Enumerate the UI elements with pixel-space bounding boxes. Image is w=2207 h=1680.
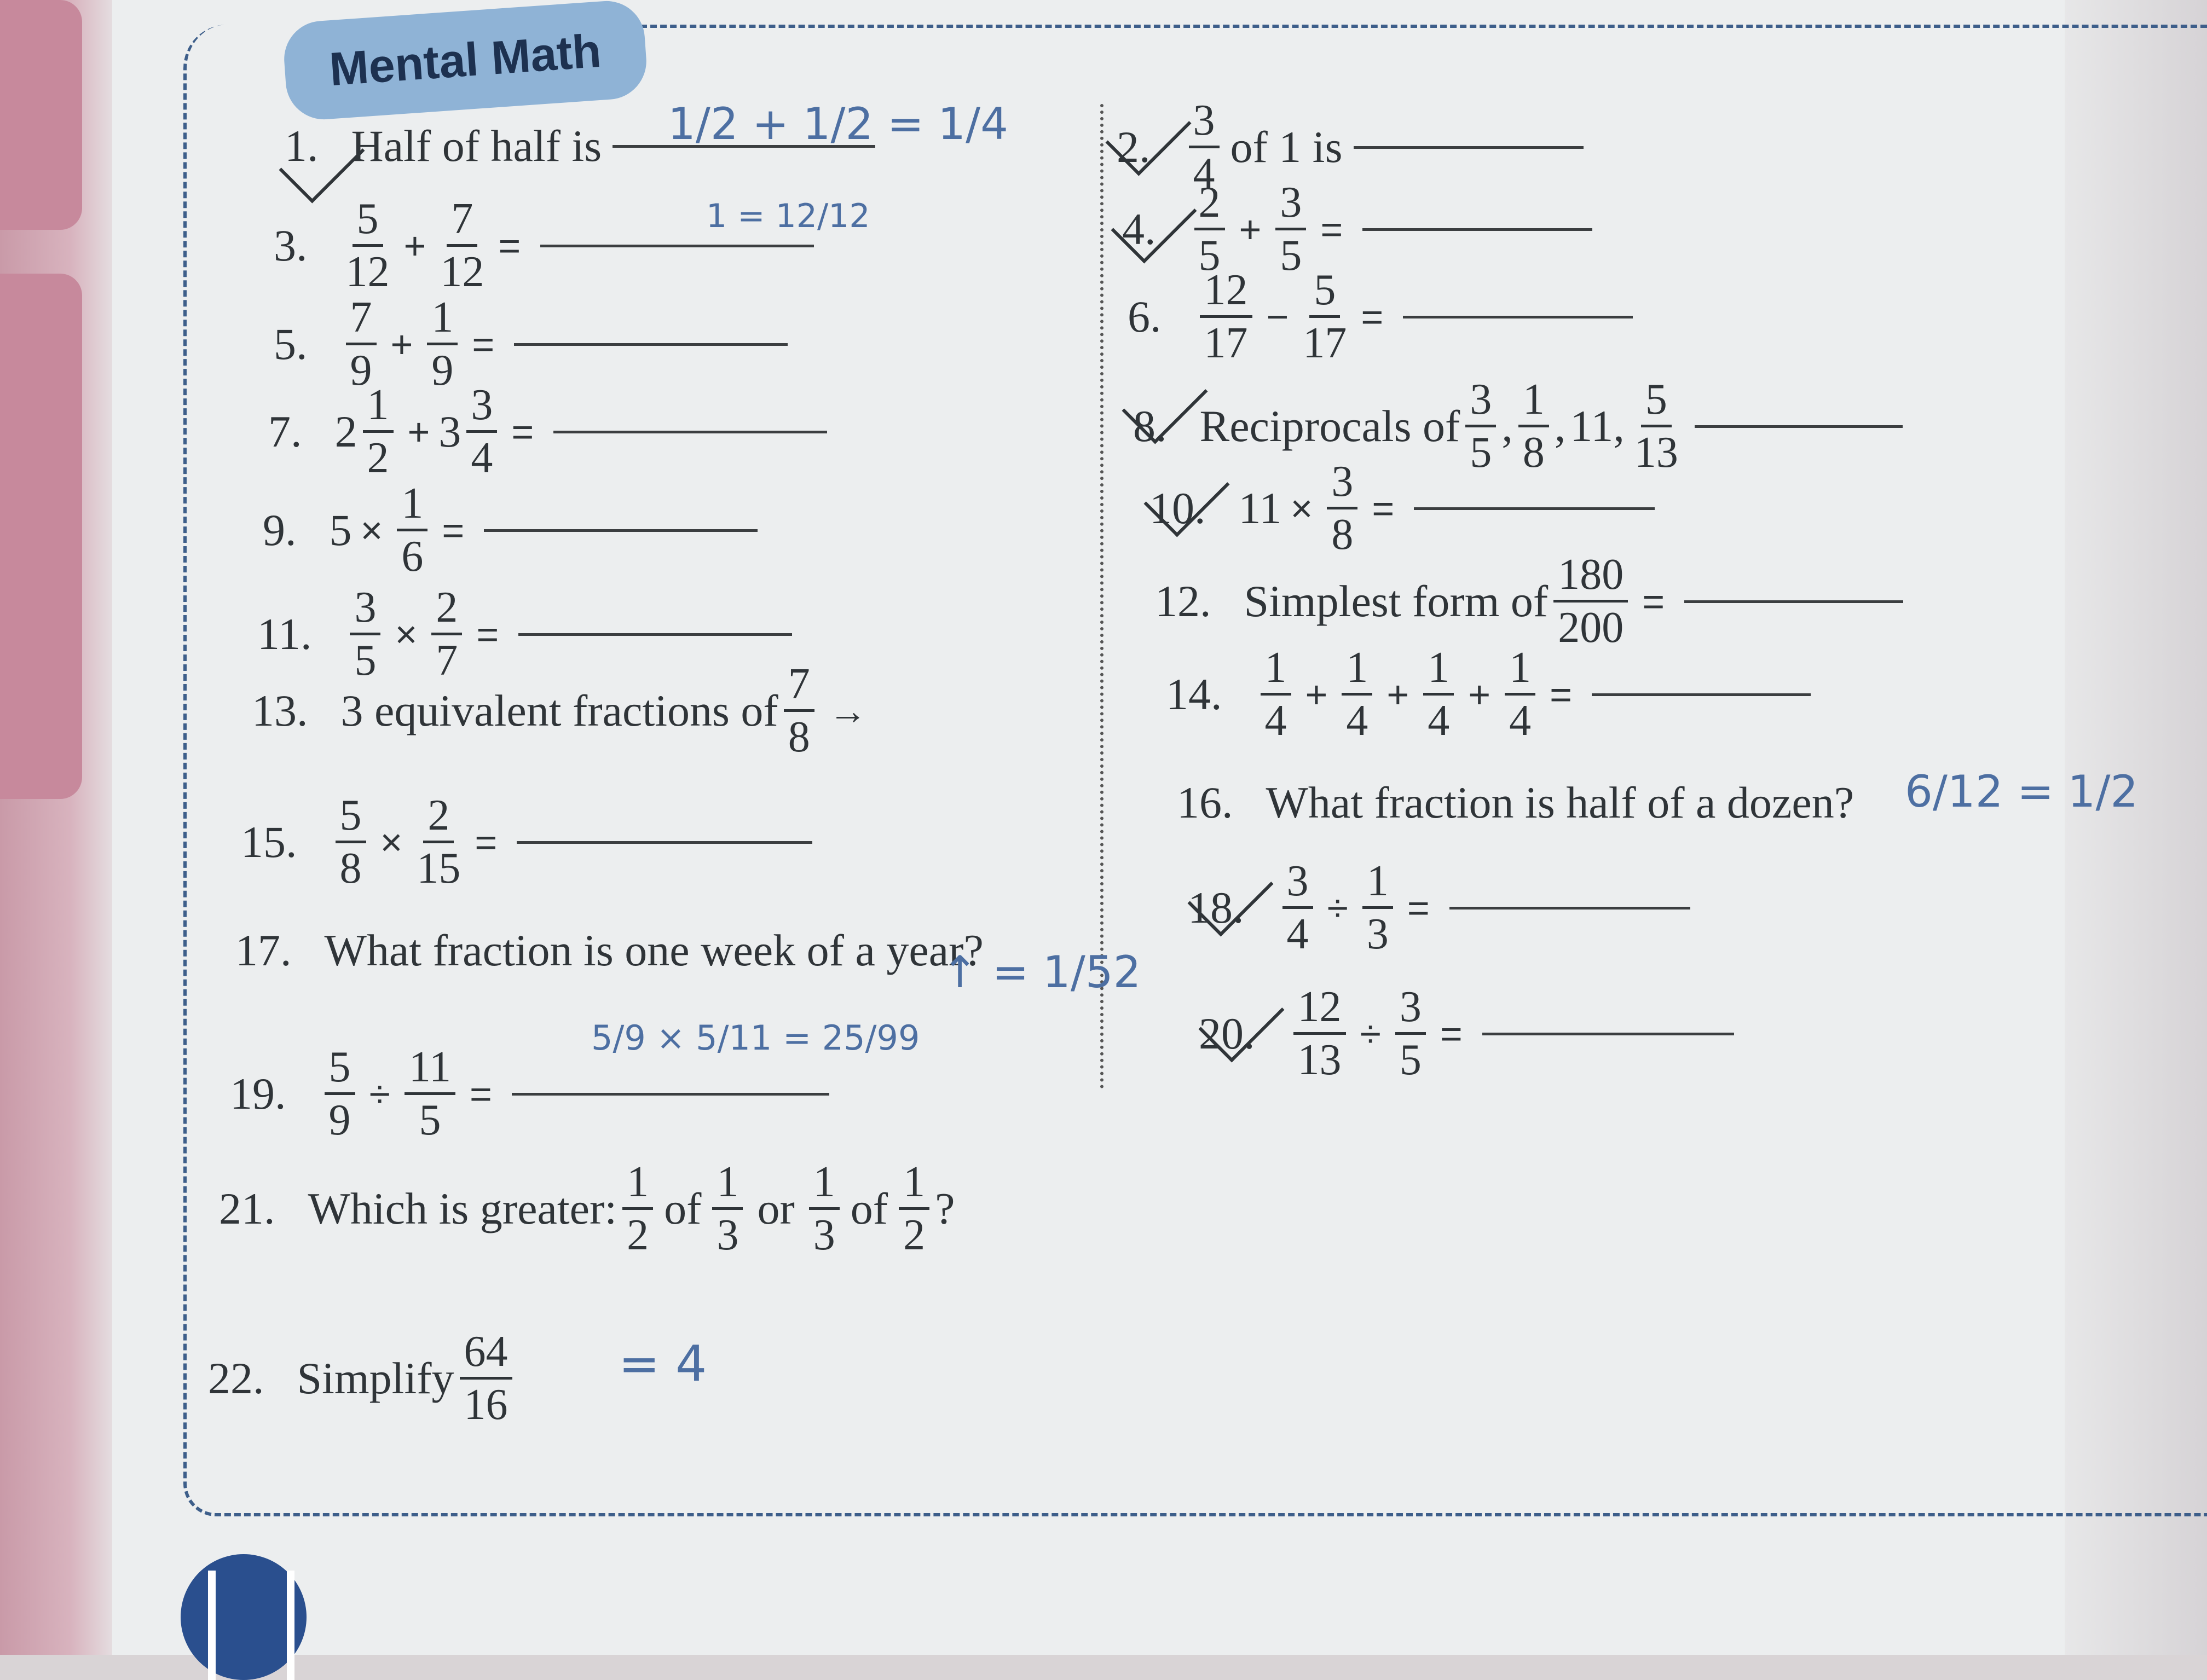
fraction: $\frac{1}{9}$	[427, 296, 458, 392]
word-of: of	[850, 1183, 888, 1233]
question-number: 12.	[1155, 576, 1211, 626]
question-mark: ?	[935, 1183, 955, 1233]
book-edge	[0, 0, 118, 1655]
handwritten-answer: 6/12 = 1/2	[1905, 766, 2139, 817]
fraction: $\frac{1}{8}$	[1518, 378, 1549, 474]
equals-sign: =	[1440, 1012, 1463, 1055]
handwritten-answer: 5/9 × 5/11 = 25/99	[591, 1018, 920, 1058]
question-21	[219, 1160, 955, 1257]
question-6	[1128, 268, 1633, 365]
equals-sign: =	[1372, 486, 1395, 530]
fraction: $\frac{5}{12}$	[345, 195, 390, 296]
question-text: Simplify	[297, 1353, 454, 1403]
question-number: 5.	[274, 318, 308, 369]
operator: ×	[380, 820, 403, 864]
whole-number: 3	[438, 406, 461, 456]
fraction: $\frac{1}{2}$	[899, 1160, 929, 1257]
answer-line	[484, 529, 758, 532]
question-15	[241, 791, 812, 893]
fraction: $\frac{1}{4}$	[1423, 646, 1454, 743]
fraction: $\frac{5}{13}$	[1634, 375, 1678, 477]
whole-number: 5	[329, 505, 352, 555]
question-number: 17.	[235, 925, 292, 975]
publisher-logo	[181, 1554, 307, 1680]
operator: ÷	[369, 1072, 390, 1115]
operator: ×	[360, 508, 383, 552]
answer-line	[512, 1092, 829, 1096]
handwritten-answer: 1 = 12/12	[706, 197, 870, 235]
question-9	[263, 479, 758, 581]
fraction: $\frac{7}{8}$	[784, 662, 814, 759]
arrow-icon: →	[828, 689, 867, 732]
question-number: 15.	[241, 816, 297, 867]
fraction: $\frac{5}{9}$	[325, 1045, 355, 1142]
fraction: $\frac{1}{3}$	[809, 1160, 840, 1257]
fraction: $\frac{1}{3}$	[1362, 859, 1393, 956]
fraction: $\frac{180}{200}$	[1553, 553, 1628, 650]
equals-sign: =	[442, 508, 465, 552]
question-14	[1166, 646, 1811, 743]
question-19	[230, 1045, 829, 1142]
operator: +	[1305, 673, 1328, 716]
fraction: $\frac{5}{8}$	[336, 793, 366, 890]
fraction: $\frac{1}{3}$	[712, 1160, 743, 1257]
fraction: $\frac{1}{6}$	[397, 482, 427, 578]
fraction: $\frac{3}{5}$	[1275, 181, 1306, 277]
question-number: 22.	[208, 1353, 264, 1403]
fraction: $\frac{3}{4}$	[1189, 99, 1220, 195]
equals-sign: =	[475, 820, 498, 864]
operator: ×	[395, 612, 418, 656]
fraction: $\frac{3}{5}$	[350, 586, 380, 682]
question-number: 2.	[1117, 121, 1151, 172]
answer-line	[518, 633, 792, 636]
answer-line	[514, 343, 788, 346]
question-number: 13.	[252, 685, 308, 735]
answer-line	[1362, 228, 1592, 231]
operator: +	[1239, 207, 1262, 251]
equals-sign: =	[476, 612, 499, 656]
answer-line	[1684, 600, 1903, 603]
question-7	[268, 383, 827, 480]
operator: +	[403, 224, 426, 267]
fraction: $\frac{1}{4}$	[1342, 646, 1372, 743]
fraction: $\frac{3}{5}$	[1465, 378, 1496, 474]
handwritten-answer: = 4	[619, 1335, 707, 1393]
operator: ÷	[1327, 886, 1348, 929]
question-number: 16.	[1177, 778, 1233, 827]
question-22	[208, 1330, 518, 1427]
question-12	[1155, 553, 1903, 650]
operator: +	[390, 322, 413, 366]
question-text: Simplest form of	[1244, 576, 1549, 626]
answer-line	[517, 841, 812, 844]
equals-sign: =	[472, 322, 495, 366]
equals-sign: =	[498, 224, 521, 267]
fraction: $\frac{7}{12}$	[440, 195, 484, 296]
question-10	[1149, 457, 1655, 559]
question-number: 19.	[230, 1068, 286, 1119]
answer-line	[1482, 1032, 1734, 1035]
question-16	[1177, 777, 1854, 829]
book-tab	[0, 0, 82, 230]
operator: ×	[1290, 486, 1313, 530]
answer-line	[1403, 315, 1633, 318]
equals-sign: =	[1361, 295, 1384, 338]
word-of: of	[664, 1183, 702, 1233]
question-13	[252, 662, 876, 759]
fraction: $\frac{1}{2}$	[363, 383, 394, 480]
question-text: What fraction is one week of a year?	[324, 925, 984, 975]
question-number: 3.	[274, 220, 308, 270]
equals-sign: =	[1407, 886, 1430, 929]
equals-sign: =	[511, 410, 534, 453]
fraction: $\frac{64}{16}$	[460, 1330, 512, 1427]
question-17	[235, 925, 984, 976]
question-20	[1199, 985, 1734, 1082]
question-number: 9.	[263, 505, 297, 555]
question-number: 20.	[1199, 1008, 1255, 1058]
fraction: $\frac{1}{4}$	[1261, 646, 1291, 743]
whole-number: 11	[1238, 483, 1282, 533]
operator: −	[1266, 295, 1289, 338]
word-or: or	[757, 1183, 795, 1233]
question-number: 8.	[1133, 401, 1167, 451]
fraction: $\frac{7}{9}$	[346, 296, 377, 392]
operator: +	[407, 410, 430, 453]
handwritten-answer: ↑ = 1/52	[941, 947, 1141, 998]
operator: +	[1386, 673, 1409, 716]
question-number: 6.	[1128, 291, 1162, 341]
answer-line	[553, 430, 827, 433]
operator: ÷	[1360, 1012, 1381, 1055]
question-text: of 1 is	[1230, 121, 1343, 172]
answer-line	[1414, 507, 1655, 510]
answer-line	[1449, 906, 1690, 909]
fraction: $\frac{2}{7}$	[431, 586, 462, 682]
question-number: 18.	[1188, 882, 1244, 932]
fraction: $\frac{2}{15}$	[417, 791, 461, 893]
equals-sign: =	[1642, 580, 1665, 623]
fraction: $\frac{12}{13}$	[1293, 985, 1346, 1082]
question-number: 10.	[1149, 483, 1206, 533]
fraction: $\frac{3}{5}$	[1395, 985, 1426, 1082]
book-tab	[0, 274, 82, 799]
answer-line	[1592, 693, 1811, 696]
question-text: Half of half is	[351, 121, 602, 171]
equals-sign: =	[1550, 673, 1573, 716]
question-text: Reciprocals of	[1199, 401, 1460, 451]
question-text: What fraction is half of a dozen?	[1266, 778, 1854, 827]
equals-sign: =	[469, 1072, 492, 1115]
whole-number: 11,	[1570, 401, 1625, 451]
fraction: $\frac{1}{4}$	[1505, 646, 1535, 743]
equals-sign: =	[1320, 207, 1343, 251]
question-number: 14.	[1166, 669, 1222, 719]
whole-number: 2	[334, 406, 357, 456]
fraction: $\frac{3}{8}$	[1327, 460, 1357, 557]
answer-line	[1354, 146, 1584, 149]
section-frame-top	[640, 25, 2207, 28]
question-number: 4.	[1122, 204, 1156, 254]
fraction: $\frac{3}{4}$	[1282, 859, 1313, 956]
question-text: 3 equivalent fractions of	[340, 685, 778, 735]
answer-line	[1695, 425, 1903, 428]
operator: +	[1468, 673, 1491, 716]
fraction: $\frac{12}{17}$	[1200, 268, 1252, 365]
fraction: $\frac{1}{2}$	[622, 1160, 653, 1257]
fraction: $\frac{2}{5}$	[1194, 181, 1225, 277]
question-8: 8. Reciprocals of $\frac{3}{5}$ , $\frac{1}{8}$ , 11, $\frac{5}{13}$	[1133, 378, 1903, 474]
question-text: Which is greater:	[308, 1183, 617, 1233]
answer-line	[540, 244, 814, 247]
question-number: 1.	[285, 121, 319, 171]
question-4	[1122, 178, 1592, 280]
question-5	[274, 293, 788, 395]
fraction: $\frac{11}{5}$	[405, 1045, 455, 1142]
handwritten-answer: 1/2 + 1/2 = 1/4	[668, 99, 1009, 149]
question-number: 7.	[268, 406, 302, 456]
column-divider	[1100, 104, 1104, 1089]
question-number: 11.	[257, 609, 312, 659]
question-number: 21.	[219, 1183, 275, 1233]
fraction: $\frac{5}{17}$	[1303, 266, 1347, 367]
fraction: $\frac{3}{4}$	[466, 383, 497, 480]
section-title: Mental Math	[327, 24, 603, 96]
